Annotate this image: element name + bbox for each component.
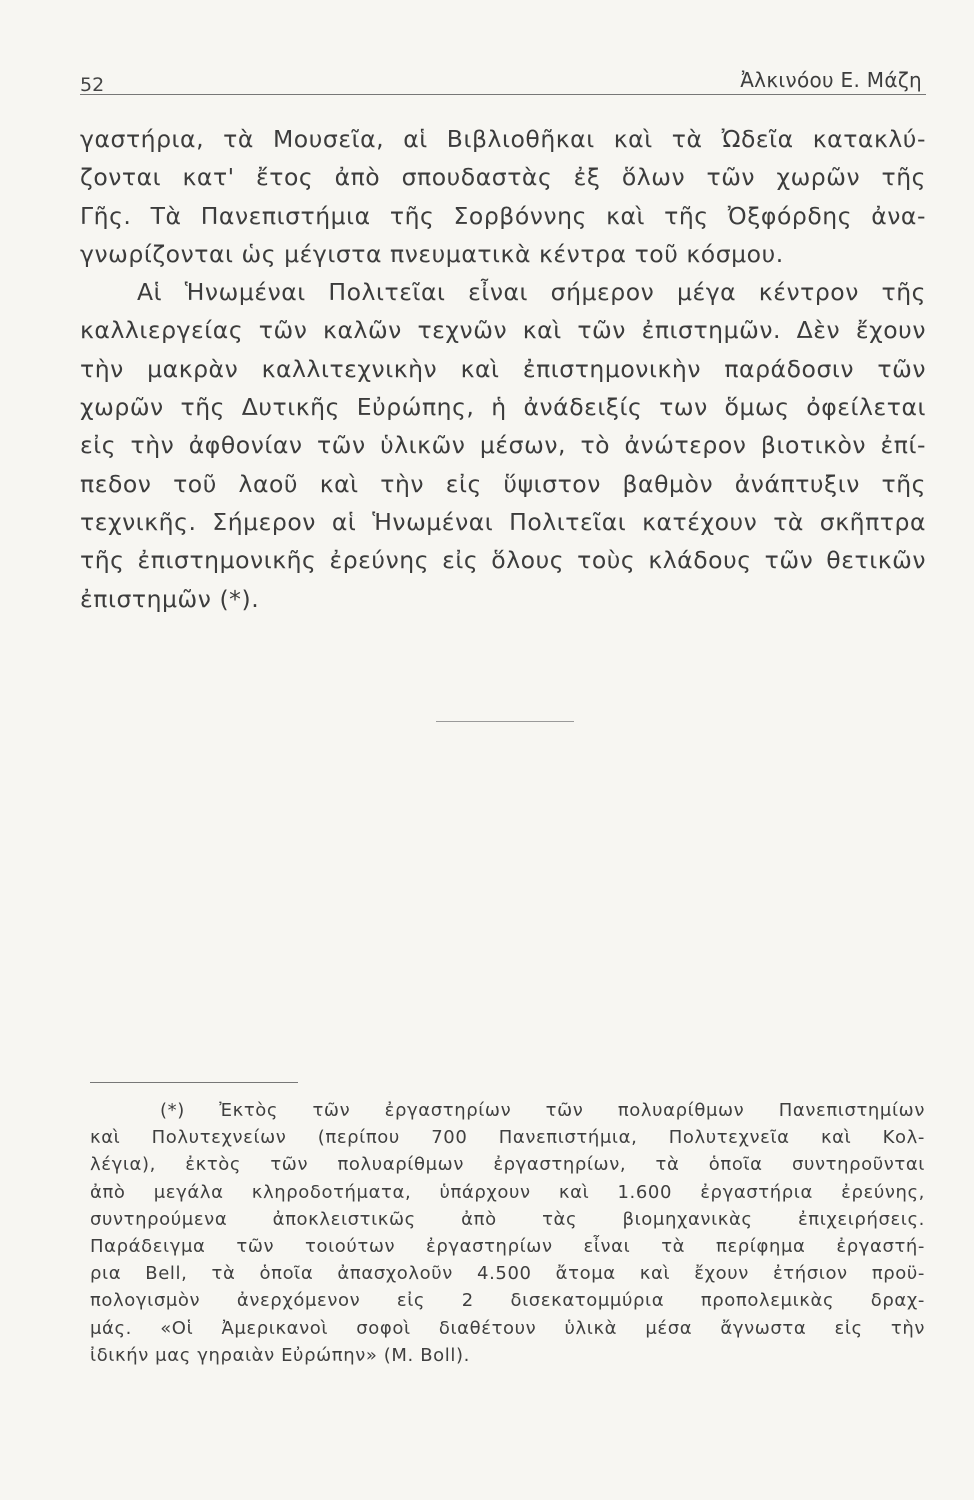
- body-line: ἐπιστημῶν (*).: [80, 584, 260, 613]
- body-line: Γῆς. Τὰ Πανεπιστήμια τῆς Σορβόννης καὶ τῆς Ὀξφόρδης ἀνα-: [80, 201, 926, 230]
- body-line: χωρῶν τῆς Δυτικῆς Εὐρώπης, ἡ ἀνάδειξίς των ὅμως ὀφείλεται: [80, 393, 926, 422]
- footnote-line: λέγια), ἐκτὸς τῶν πολυαρίθμων ἐργαστηρίων, τὰ ὁποῖα συντηροῦνται: [90, 1154, 925, 1176]
- body-paragraphs: [80, 120, 926, 618]
- running-head-author: Ἀλκινόου Ε. Μάζη: [740, 68, 922, 92]
- footnote-line: Παράδειγμα τῶν τοιούτων ἐργαστηρίων εἶναι τὰ περίφημα ἐργαστή-: [90, 1235, 925, 1257]
- footnote-line: μάς. «Οἱ Ἀμερικανοὶ σοφοὶ διαθέτουν ὑλικὰ μέσα ἄγνωστα εἰς τὴν: [90, 1317, 925, 1339]
- footnote-line: ἀπὸ μεγάλα κληροδοτήματα, ὑπάρχουν καὶ 1.600 ἐργαστήρια ἐρεύνης,: [90, 1181, 925, 1203]
- body-line: πεδον τοῦ λαοῦ καὶ τὴν εἰς ὕψιστον βαθμὸν ἀνάπτυξιν τῆς: [80, 469, 926, 498]
- body-line: ζονται κατ' ἔτος ἀπὸ σπουδαστὰς ἐξ ὅλων τῶν χωρῶν τῆς: [80, 163, 926, 192]
- footnote-line: ρια Bell, τὰ ὁποῖα ἀπασχολοῦν 4.500 ἄτομα καὶ ἔχουν ἐτήσιον προϋ-: [90, 1263, 925, 1285]
- footnote-line: συντηρούμενα ἀποκλειστικῶς ἀπὸ τὰς βιομηχανικὰς ἐπιχειρήσεις.: [90, 1208, 925, 1230]
- page-header: [80, 48, 926, 96]
- body-line: τὴν μακρὰν καλλιτεχνικὴν καὶ ἐπιστημονικὴν παράδοσιν τῶν: [80, 354, 926, 383]
- footnote: [90, 1097, 925, 1369]
- footnote-line: πολογισμὸν ἀνερχόμενον εἰς 2 δισεκατομμύρια προπολεμικὰς δραχ-: [90, 1290, 925, 1312]
- footnote-rule: [90, 1082, 298, 1083]
- body-line: γνωρίζονται ὡς μέγιστα πνευματικὰ κέντρα τοῦ κόσμου.: [80, 239, 784, 268]
- body-line: καλλιεργείας τῶν καλῶν τεχνῶν καὶ τῶν ἐπιστημῶν. Δὲν ἔχουν: [80, 316, 926, 345]
- body-line: Αἱ Ἡνωμέναι Πολιτεῖαι εἶναι σήμερον μέγα κέντρον τῆς: [137, 278, 926, 307]
- footnote-line: ἰδικήν μας γηραιὰν Εὐρώπην» (M. Boll).: [90, 1344, 470, 1366]
- page-number: 52: [80, 74, 105, 96]
- body-line: εἰς τὴν ἀφθονίαν τῶν ὑλικῶν μέσων, τὸ ἀνώτερον βιοτικὸν ἐπί-: [80, 431, 926, 460]
- header-rule: [80, 94, 926, 95]
- section-divider: [436, 721, 574, 722]
- body-line: τεχνικῆς. Σήμερον αἱ Ἡνωμέναι Πολιτεῖαι κατέχουν τὰ σκῆπτρα: [80, 507, 926, 536]
- footnote-line: (*) Ἐκτὸς τῶν ἐργαστηρίων τῶν πολυαρίθμων Πανεπιστημίων: [160, 1100, 925, 1121]
- body-line: γαστήρια, τὰ Μουσεῖα, αἱ Βιβλιοθῆκαι καὶ τὰ Ὠδεῖα κατακλύ-: [80, 125, 926, 153]
- footnote-line: καὶ Πολυτεχνείων (περίπου 700 Πανεπιστήμια, Πολυτεχνεῖα καὶ Κολ-: [90, 1127, 925, 1149]
- body-line: τῆς ἐπιστημονικῆς ἐρεύνης εἰς ὅλους τοὺς κλάδους τῶν θετικῶν: [80, 546, 926, 575]
